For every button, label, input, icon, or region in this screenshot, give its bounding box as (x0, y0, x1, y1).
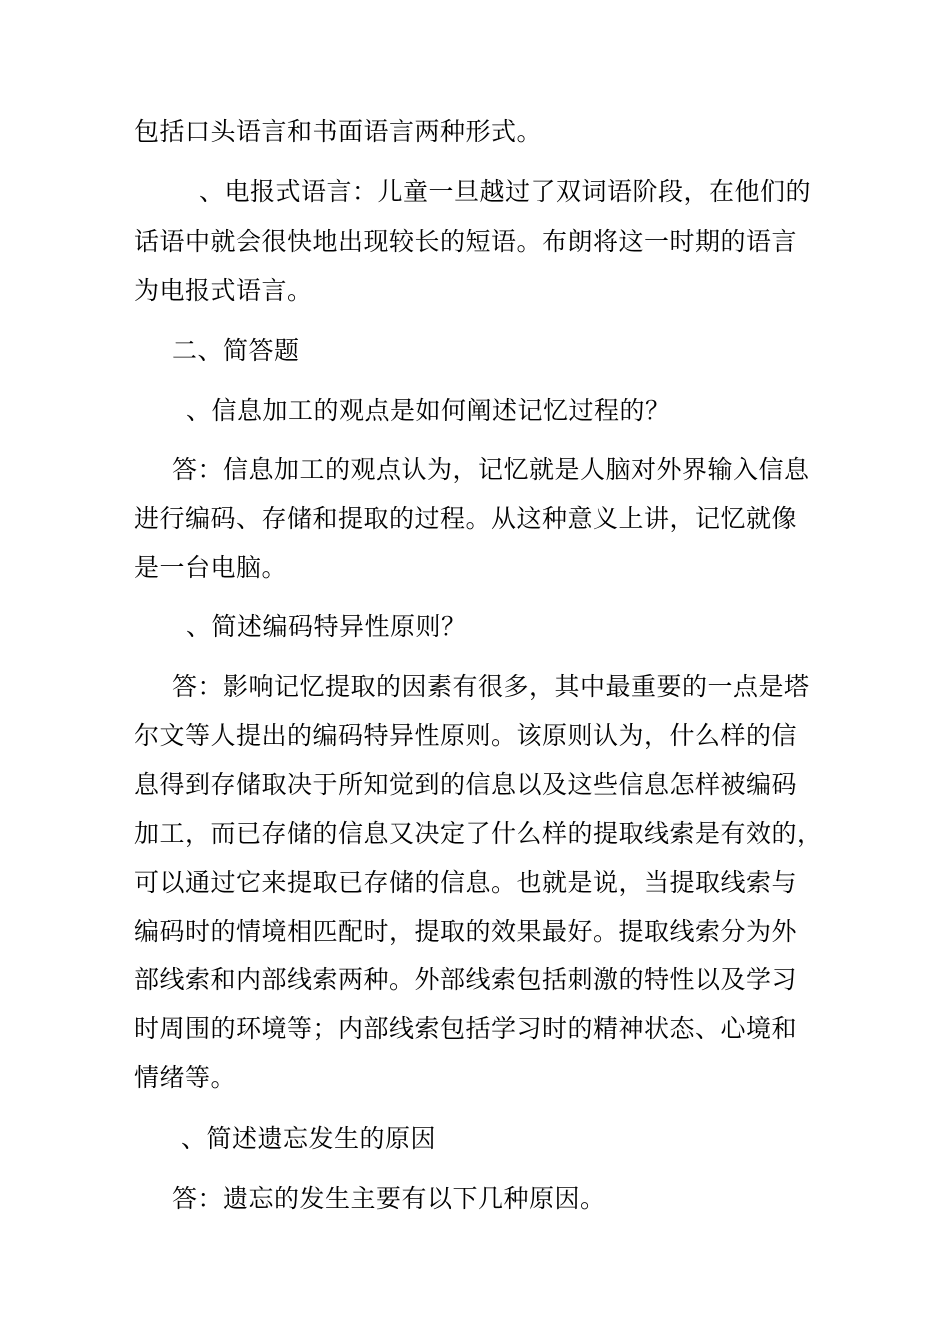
paragraph-line: 息得到存储取决于所知觉到的信息以及这些信息怎样被编码 (134, 770, 798, 799)
question-heading: 、简述编码特异性原则？ (186, 612, 467, 641)
paragraph-line: 加工，而已存储的信息又决定了什么样的提取线索是有效的， (134, 819, 823, 848)
paragraph-line: 话语中就会很快地出现较长的短语。布朗将这一时期的语言 (134, 227, 798, 256)
paragraph-line: 、电报式语言：儿童一旦越过了双词语阶段，在他们的 (199, 177, 812, 206)
question-heading: 、简述遗忘发生的原因 (181, 1124, 437, 1153)
paragraph-line: 可以通过它来提取已存储的信息。也就是说，当提取线索与 (134, 868, 798, 897)
paragraph-line: 进行编码、存储和提取的过程。从这种意义上讲，记忆就像 (134, 504, 798, 533)
paragraph-line: 尔文等人提出的编码特异性原则。该原则认为，什么样的信 (134, 721, 798, 750)
paragraph-line: 情绪等。 (134, 1063, 237, 1092)
paragraph-line: 是一台电脑。 (134, 553, 288, 582)
paragraph-line: 包括口头语言和书面语言两种形式。 (134, 117, 543, 146)
paragraph-line: 为电报式语言。 (134, 276, 313, 305)
paragraph-line: 时周围的环境等；内部线索包括学习时的精神状态、心境和 (134, 1014, 798, 1043)
section-heading: 二、简答题 (172, 336, 300, 365)
paragraph-line: 编码时的情境相匹配时，提取的效果最好。提取线索分为外 (134, 917, 798, 946)
paragraph-line: 答：影响记忆提取的因素有很多，其中最重要的一点是塔 (172, 672, 810, 701)
paragraph-line: 答：遗忘的发生主要有以下几种原因。 (172, 1184, 606, 1213)
question-heading: 、信息加工的观点是如何阐述记忆过程的？ (186, 396, 671, 425)
paragraph-line: 部线索和内部线索两种。外部线索包括刺激的特性以及学习 (134, 965, 798, 994)
paragraph-line: 答：信息加工的观点认为，记忆就是人脑对外界输入信息 (172, 455, 810, 484)
